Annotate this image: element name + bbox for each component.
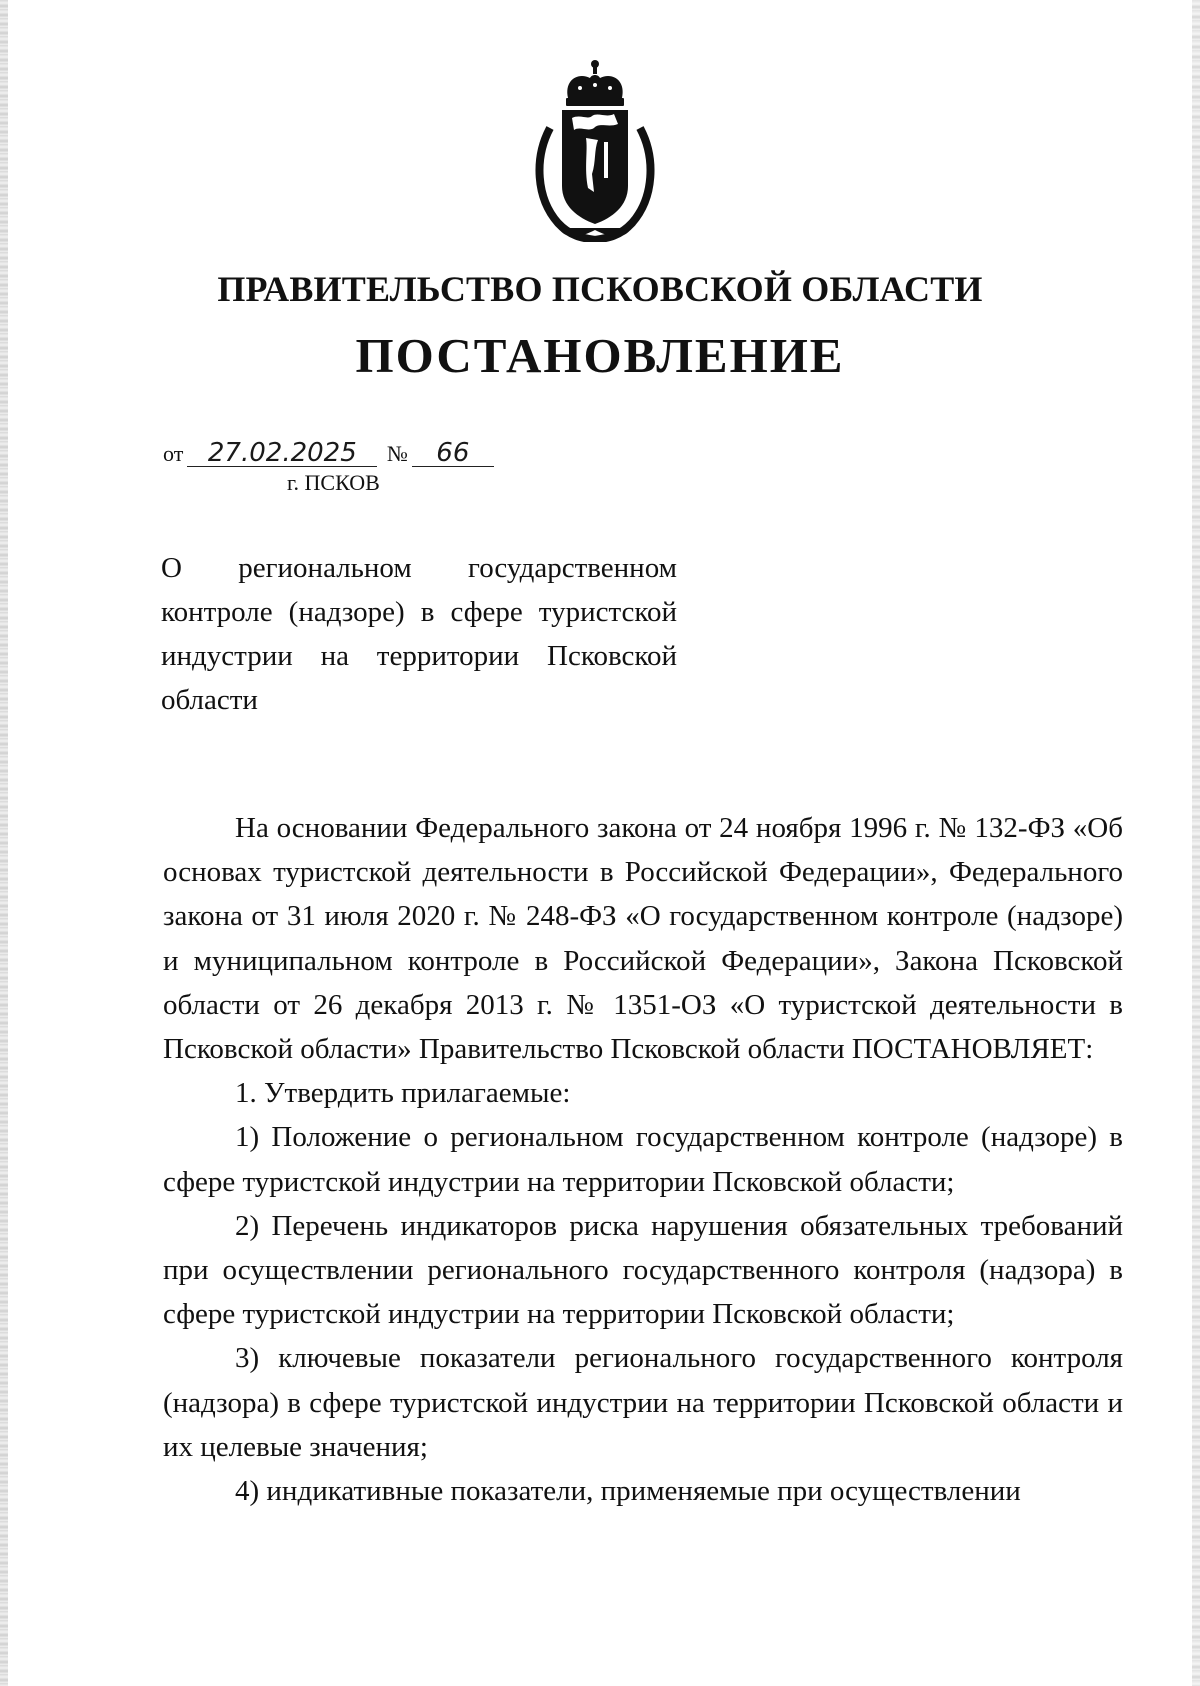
list-item: 1) Положение о региональном государственном контроле (надзоре) в сфере туристской индустрии на территории Псковской области; xyxy=(163,1121,1123,1198)
document-subject: О региональном государственном контроле (надзоре) в сфере туристской индустрии на территории Псковской области xyxy=(161,552,677,716)
date-number-line xyxy=(163,440,494,467)
preamble-paragraph: На основании Федерального закона от 24 ноября 1996 г. № 132-ФЗ «Об основах туристской деятельности в Российской Федерации», Федерального закона от 31 июля 2020 г. № 248-ФЗ «О государственном контроле (надзоре) и муниципальном контроле в Российской Федерации», Закона Псковской области от 26 декабря 2013 г. № 1351-ОЗ «О туристской деятельности в Псковской области» Правительство Псковской области ПОСТАНОВЛЯЕТ: xyxy=(163,812,1123,1066)
clause-1: 1. Утвердить прилагаемые: xyxy=(235,1077,571,1110)
city: г. ПСКОВ xyxy=(287,470,380,495)
number-prefix: № xyxy=(386,441,408,466)
organization-title: ПРАВИТЕЛЬСТВО ПСКОВСКОЙ ОБЛАСТИ xyxy=(217,269,983,309)
document-date: 27.02.2025 xyxy=(187,440,377,467)
pskov-oblast-coat-of-arms-icon xyxy=(528,58,662,242)
document-number: 66 xyxy=(412,440,494,467)
document-type-title: ПОСТАНОВЛЕНИЕ xyxy=(355,328,845,383)
document-body xyxy=(163,806,1123,1513)
list-item: 3) ключевые показатели регионального государственного контроля (надзора) в сфере туристской индустрии на территории Псковской области и их целевые значения; xyxy=(163,1342,1123,1463)
date-prefix: от xyxy=(163,441,184,466)
scan-edge-left xyxy=(0,0,8,1686)
list-item: 4) индикативные показатели, применяемые при осуществлении xyxy=(235,1475,1021,1508)
list-item: 2) Перечень индикаторов риска нарушения обязательных требований при осуществлении регионального государственного контроля (надзора) в сфере туристской индустрии на территории Псковской области; xyxy=(163,1209,1123,1331)
scan-edge-right xyxy=(1192,0,1200,1686)
